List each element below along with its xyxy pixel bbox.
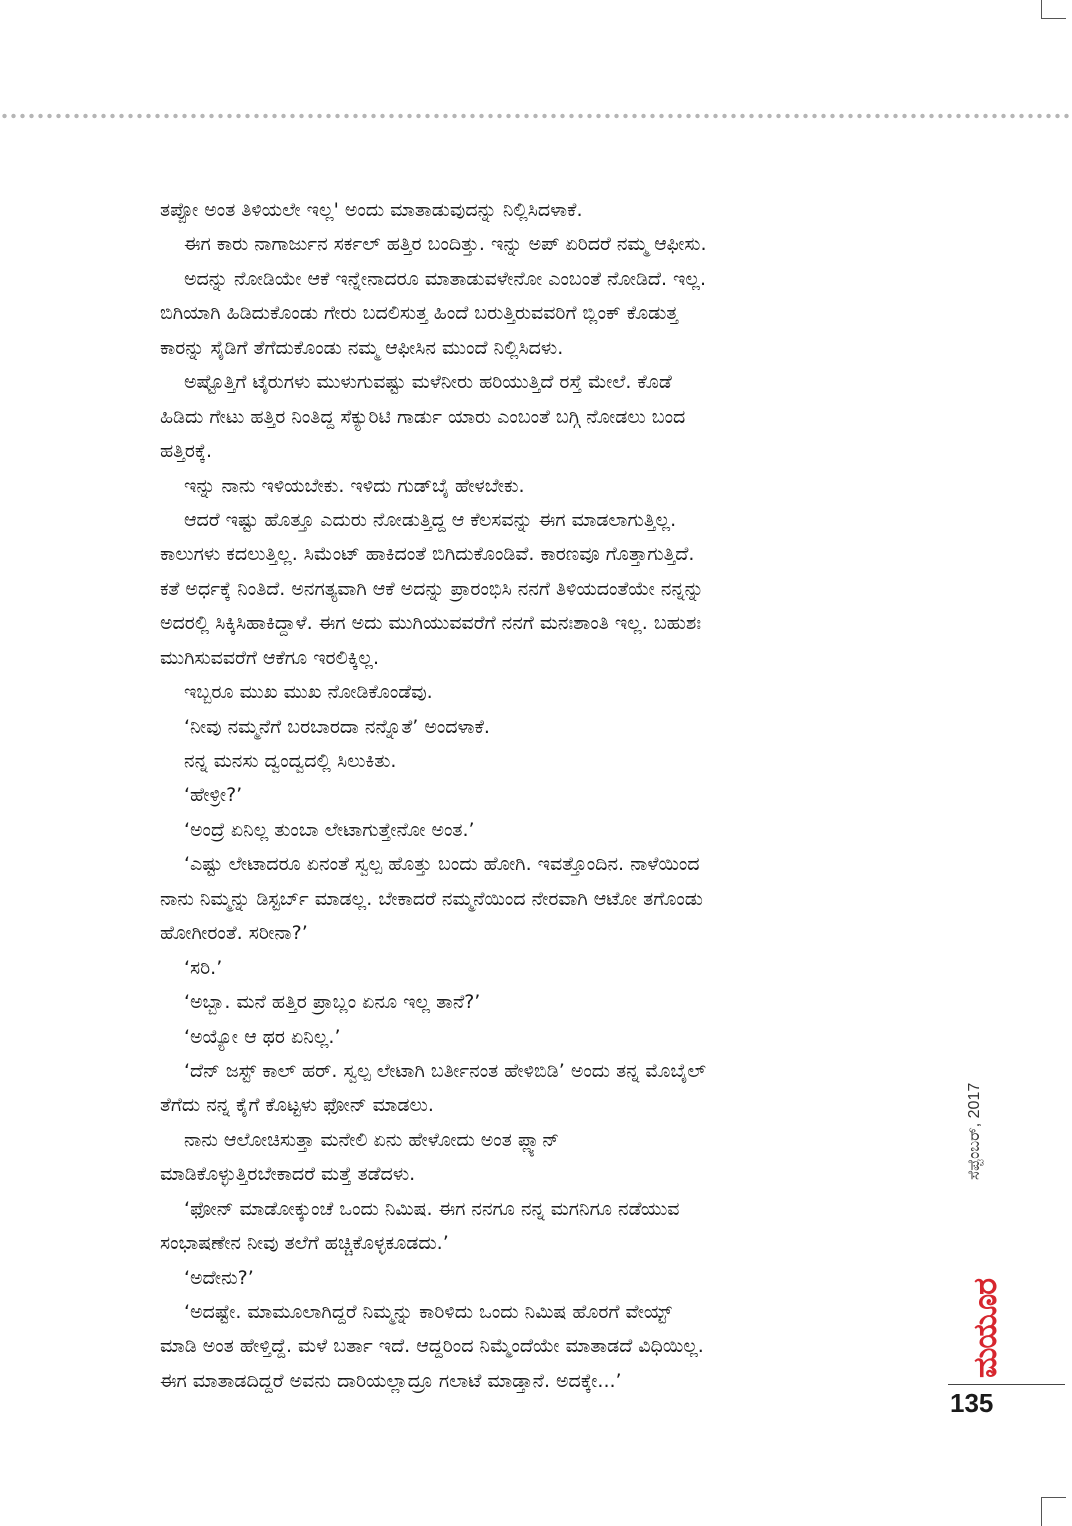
- text-line: ‘ಹೇಳ್ರೀ?’: [184, 784, 243, 807]
- page-number: 135: [950, 1388, 994, 1418]
- text-line: ಹತ್ತಿರಕ್ಕೆ.: [160, 440, 213, 463]
- text-line: ಇನ್ನು ನಾನು ಇಳಿಯಬೇಕು. ಇಳಿದು ಗುಡ್‌ಬೈ ಹೇಳಬೇಕು.: [184, 474, 525, 497]
- text-line: ಹೋಗೀರಂತೆ. ಸರೀನಾ?’: [160, 922, 308, 945]
- text-line: ಬಿಗಿಯಾಗಿ ಹಿಡಿದುಕೊಂಡು ಗೇರು ಬದಲಿಸುತ್ತ ಹಿಂದೆ ಬರುತ್ತಿರುವವರಿಗೆ ಬ್ಲಿಂಕ್ ಕೊಡುತ್ತ: [160, 302, 679, 325]
- text-line: ಈಗ ಕಾರು ನಾಗಾರ್ಜುನ ಸರ್ಕಲ್ ಹತ್ತಿರ ಬಂದಿತ್ತು. ಇನ್ನು ಅಪ್ ಏರಿದರೆ ನಮ್ಮ ಆಫೀಸು.: [184, 233, 707, 256]
- text-line: ತಪ್ಪೋ ಅಂತ ತಿಳಿಯಲೇ ಇಲ್ಲ' ಅಂದು ಮಾತಾಡುವುದನ್ನು ನಿಲ್ಲಿಸಿದಳಾಕೆ.: [160, 199, 583, 221]
- text-line: ‘ಅಂದ್ರೆ ಏನಿಲ್ಲ ತುಂಬಾ ಲೇಟಾಗುತ್ತೇನೋ ಅಂತ.’: [184, 818, 475, 841]
- text-line: ಅದರಲ್ಲಿ ಸಿಕ್ಕಿಸಿಹಾಕಿದ್ದಾಳೆ. ಈಗ ಅದು ಮುಗಿಯುವವರೆಗೆ ನನಗೆ ಮನಃಶಾಂತಿ ಇಲ್ಲ. ಬಹುಶಃ: [160, 612, 702, 635]
- text-line: ತೆಗೆದು ನನ್ನ ಕೈಗೆ ಕೊಟ್ಟಳು ಫೋನ್ ಮಾಡಲು.: [160, 1094, 434, 1117]
- text-line: ಕಾರನ್ನು ಸೈಡಿಗೆ ತೆಗೆದುಕೊಂಡು ನಮ್ಮ ಆಫೀಸಿನ ಮುಂದೆ ನಿಲ್ಲಿಸಿದಳು.: [160, 336, 564, 359]
- text-line: ಮುಗಿಸುವವರೆಗೆ ಆಕೆಗೂ ಇರಲಿಕ್ಕಿಲ್ಲ.: [160, 646, 380, 669]
- text-line: ‘ಅಬ್ಬಾ. ಮನೆ ಹತ್ತಿರ ಪ್ರಾಬ್ಲಂ ಏನೂ ಇಲ್ಲ ತಾನೆ?’: [184, 991, 481, 1014]
- text-line: ‘ಅಯ್ಯೋ ಆ ಥರ ಏನಿಲ್ಲ.’: [184, 1025, 341, 1048]
- text-line: ‘ನೀವು ನಮ್ಮನೆಗೆ ಬರಬಾರದಾ ನನ್ನೊತೆ’ ಅಂದಳಾಕೆ.: [184, 715, 490, 738]
- text-line: ‘ದೆನ್ ಜಸ್ಟ್ ಕಾಲ್ ಹರ್. ಸ್ವಲ್ಪ ಲೇಟಾಗಿ ಬರ್ತೀನಂತ ಹೇಳಿಬಿಡಿ’ ಅಂದು ತನ್ನ ಮೊಬೈಲ್: [184, 1059, 706, 1082]
- text-line: ಆದರೆ ಇಷ್ಟು ಹೊತ್ತೂ ಎದುರು ನೋಡುತ್ತಿದ್ದ ಆ ಕೆಲಸವನ್ನು ಈಗ ಮಾಡಲಾಗುತ್ತಿಲ್ಲ.: [184, 508, 677, 531]
- text-line: ಮಾಡಿ ಅಂತ ಹೇಳ್ತಿದ್ದೆ. ಮಳೆ ಬರ್ತಾ ಇದೆ. ಆದ್ದರಿಂದ ನಿಮ್ಮೆಂದೆಯೇ ಮಾತಾಡದೆ ವಿಧಿಯಿಲ್ಲ.: [160, 1335, 704, 1358]
- text-line: ಅದನ್ನು ನೋಡಿಯೇ ಆಕೆ ಇನ್ನೇನಾದರೂ ಮಾತಾಡುವಳೇನೋ ಎಂಬಂತೆ ನೋಡಿದೆ. ಇಲ್ಲ.: [184, 267, 707, 290]
- text-line: ಕಾಲುಗಳು ಕದಲುತ್ತಿಲ್ಲ. ಸಿಮೆಂಟ್ ಹಾಕಿದಂತೆ ಬಿಗಿದುಕೊಂಡಿವೆ. ಕಾರಣವೂ ಗೊತ್ತಾಗುತ್ತಿದೆ.: [160, 543, 695, 566]
- text-line: ಈಗ ಮಾತಾಡದಿದ್ದರೆ ಅವನು ದಾರಿಯಲ್ಲಾದ್ರೂ ಗಲಾಟೆ ಮಾಡ್ತಾನೆ. ಅದಕ್ಕೇ...’: [160, 1369, 622, 1392]
- text-line: ಸಂಭಾಷಣೇನ ನೀವು ತಲೆಗೆ ಹಚ್ಚಿಕೊಳ್ಳಕೂಡದು.’: [160, 1232, 449, 1255]
- crop-mark-top: [1041, 0, 1066, 19]
- text-line: ‘ಎಷ್ಟು ಲೇಟಾದರೂ ಏನಂತೆ ಸ್ವಲ್ಪ ಹೊತ್ತು ಬಂದು ಹೋಗಿ. ಇವತ್ತೊಂದಿನ. ನಾಳೆಯಿಂದ: [184, 853, 700, 876]
- text-line: ಕತೆ ಅರ್ಧಕ್ಕೆ ನಿಂತಿದೆ. ಅನಗತ್ಯವಾಗಿ ಆಕೆ ಅದನ್ನು ಪ್ರಾರಂಭಿಸಿ ನನಗೆ ತಿಳಿಯದಂತೆಯೇ ನನ್ನನ್ನು: [160, 577, 704, 600]
- text-line: ನಾನು ನಿಮ್ಮನ್ನು ಡಿಸ್ಟರ್ಬ್ ಮಾಡಲ್ಲ. ಬೇಕಾದರೆ ನಮ್ಮನೆಯಿಂದ ನೇರವಾಗಿ ಆಟೋ ತಗೊಂಡು: [160, 887, 703, 910]
- magazine-logo: ಮಯೂರ: [966, 1278, 1004, 1378]
- text-line: ನಾನು ಆಲೋಚಿಸುತ್ತಾ ಮನೇಲಿ ಏನು ಹೇಳೋದು ಅಂತ ಪ್ಲ್ಯಾನ್: [184, 1128, 560, 1151]
- dotted-divider: [0, 112, 1072, 120]
- text-line: ನನ್ನ ಮನಸು ದ್ವಂದ್ವದಲ್ಲಿ ಸಿಲುಕಿತು.: [184, 750, 397, 772]
- text-line: ಇಬ್ಬರೂ ಮುಖ ಮುಖ ನೋಡಿಕೊಂಡೆವು.: [184, 681, 433, 704]
- text-line: ‘ಫೋನ್ ಮಾಡೋಕ್ಕುಂಚೆ ಒಂದು ನಿಮಿಷ. ಈಗ ನನಗೂ ನನ್ನ ಮಗನಿಗೂ ನಡೆಯುವ: [184, 1197, 680, 1220]
- issue-date: ಸೆಪ್ಟೆಂಬರ್, 2017: [966, 1082, 983, 1180]
- text-line: ಮಾಡಿಕೊಳ್ಳುತ್ತಿರಬೇಕಾದರೆ ಮತ್ತೆ ತಡೆದಳು.: [160, 1163, 416, 1186]
- text-line: ‘ಅದಷ್ಟೇ. ಮಾಮೂಲಾಗಿದ್ದರೆ ನಿಮ್ಮನ್ನು ಕಾರಿಳಿದು ಒಂದು ನಿಮಿಷ ಹೊರಗೆ ವೇಯ್ಟ್: [184, 1301, 672, 1323]
- story-body: [160, 193, 912, 1393]
- text-line: ಅಷ್ಟೊತ್ತಿಗೆ ಟೈರುಗಳು ಮುಳುಗುವಷ್ಟು ಮಳೆನೀರು ಹರಿಯುತ್ತಿದೆ ರಸ್ತೆ ಮೇಲೆ. ಕೊಡೆ: [184, 371, 672, 394]
- crop-mark-bottom: [1041, 1497, 1066, 1526]
- footer-rule: [948, 1384, 1065, 1385]
- text-line: ಹಿಡಿದು ಗೇಟು ಹತ್ತಿರ ನಿಂತಿದ್ದ ಸೆಕ್ಯುರಿಟಿ ಗಾರ್ಡು ಯಾರು ಎಂಬಂತೆ ಬಗ್ಗಿ ನೋಡಲು ಬಂದ: [160, 405, 686, 428]
- text-line: ‘ಅದೇನು?’: [184, 1266, 254, 1289]
- text-line: ‘ಸರಿ.’: [184, 956, 223, 979]
